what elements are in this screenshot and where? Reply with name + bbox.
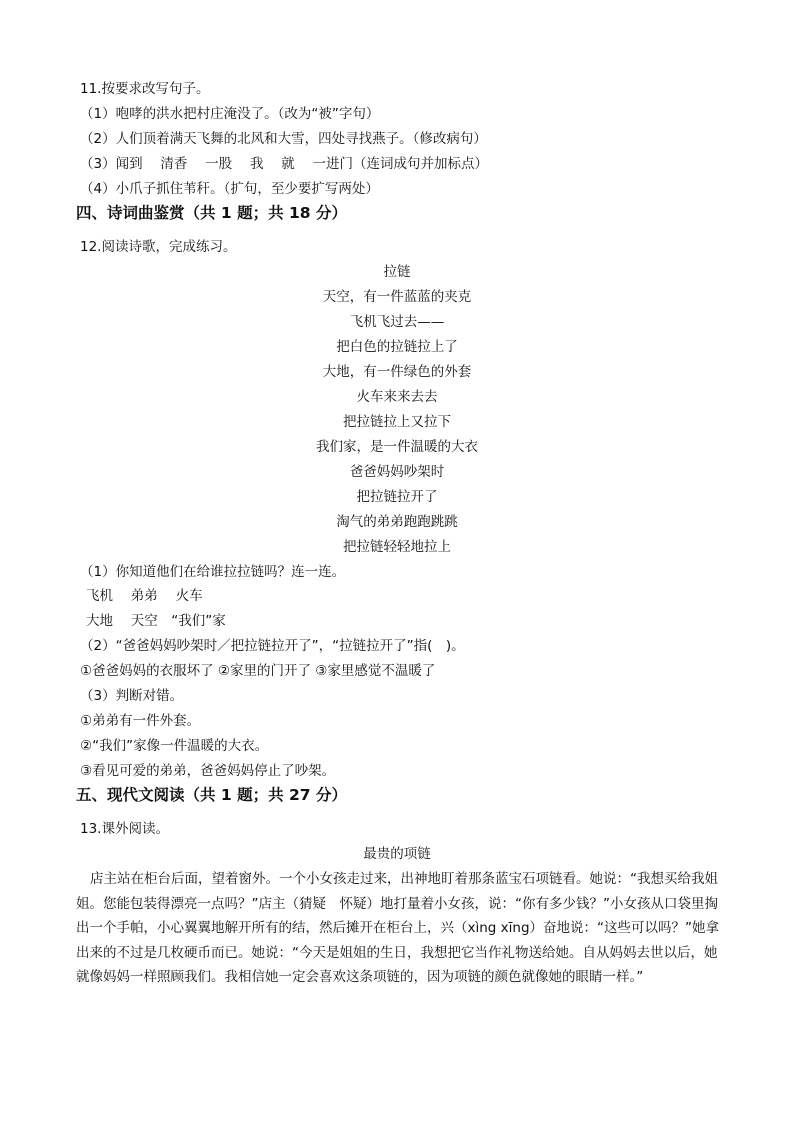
poem-title: 拉链: [383, 264, 411, 280]
question-11-item-2: （2）人们顶着满天飞舞的北风和大雪，四处寻找燕子。（修改病句）: [80, 131, 487, 147]
judge-item-3: ③看见可爱的弟弟，爸爸妈妈停止了吵架。: [80, 763, 336, 779]
poem-line: 把拉链拉开了: [356, 489, 438, 505]
question-11-item-1: （1）咆哮的洪水把村庄淹没了。（改为“被”字句）: [80, 106, 380, 122]
question-11-title: 11.按要求改写句子。: [80, 81, 210, 97]
question-11-item-4: （4）小爪子抓住苇秆。（扩句，至少要扩写两处）: [80, 181, 379, 197]
poem-line: 火车来来去去: [356, 389, 438, 405]
question-12-sub-2: （2）“爸爸妈妈吵架时／把拉链拉开了”，“拉链拉开了”指( )。: [80, 638, 465, 654]
question-12-sub-3: （3）判断对错。: [80, 688, 184, 704]
question-12-sub-1: （1）你知道他们在给谁拉拉链吗？连一连。: [80, 564, 346, 580]
poem-line: 我们家，是一件温暖的大衣: [316, 439, 478, 455]
judge-item-1: ①弟弟有一件外套。: [80, 713, 201, 729]
poem-line: 把白色的拉链拉上了: [336, 339, 458, 355]
poem-line: 天空，有一件蓝蓝的夹克: [322, 289, 472, 305]
match-row-1: 飞机 弟弟 火车: [86, 588, 203, 604]
match-row-2: 大地 天空 “我们”家: [86, 613, 226, 629]
poem-line: 爸爸妈妈吵架时: [349, 464, 445, 480]
poem-line: 把拉链拉上又拉下: [343, 414, 451, 430]
story-paragraph: 店主站在柜台后面，望着窗外。一个小女孩走过来，出神地盯着那条蓝宝石项链看。她说：“我想买给我姐姐。您能包装得漂亮一点吗？”店主（猜疑 怀疑）地打量着小女孩，说：“你有多少钱？”小女孩从口袋里掏出一个手帕，小心翼翼地解开所有的结，然后摊开在柜台上，兴（xìng xīng）奋地说：“这些可以吗？”她拿出来的不过是几枚硬币而已。她说：“今天是姐姐的生日，我想把它当作礼物送给她。自从妈妈去世以后，她就像妈妈一样照顾我们。我相信她一定会喜欢这条项链的，因为项链的颜色就像她的眼睛一样。”: [76, 871, 720, 985]
poem-line: 飞机飞过去——: [349, 314, 445, 330]
section-4-heading: 四、诗词曲鉴赏（共 1 题；共 18 分）: [76, 204, 347, 222]
question-12-sub-2-options: ①爸爸妈妈的衣服坏了 ②家里的门开了 ③家里感觉不温暖了: [80, 663, 436, 679]
question-12-title: 12.阅读诗歌，完成练习。: [80, 239, 237, 255]
story-title: 最贵的项链: [363, 846, 431, 862]
question-11-item-3: （3）闻到 清香 一股 我 就 一进门（连词成句并加标点）: [80, 156, 489, 172]
poem-line: 把拉链轻轻地拉上: [343, 539, 451, 555]
poem-line: 淘气的弟弟跑跑跳跳: [336, 514, 458, 530]
section-5-heading: 五、现代文阅读（共 1 题；共 27 分）: [76, 786, 347, 804]
judge-item-2: ②“我们”家像一件温暖的大衣。: [80, 738, 269, 754]
poem-line: 大地，有一件绿色的外套: [322, 364, 472, 380]
question-13-title: 13.课外阅读。: [80, 821, 169, 837]
